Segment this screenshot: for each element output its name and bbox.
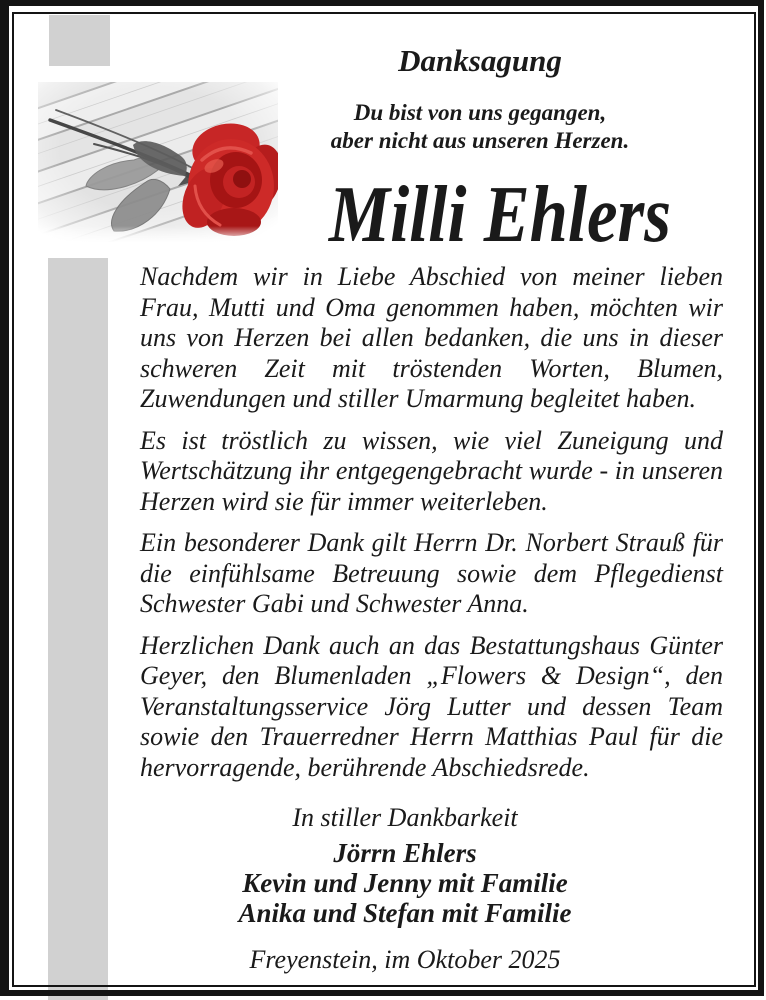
closing-block — [140, 804, 670, 974]
notice-type-title: Danksagung — [398, 43, 562, 78]
mourner-name-2: Kevin und Jenny mit Familie — [242, 868, 568, 898]
thanks-paragraph-4: Herzlichen Dank auch an das Bestattungshaus Günter Geyer, den Blumenladen „Flowers & Design“, den Veranstaltungsservice Jörg Lutter und dessen Team sowie den Trauerredner Herrn Matthias Paul für die hervorragende, berührende Abschiedsrede. — [140, 630, 723, 782]
thanks-paragraph-2: Es ist tröstlich zu wissen, wie viel Zuneigung und Wertschätzung ihr entgegengebracht wurde - in unseren Herzen wird sie für immer weiterleben. — [140, 425, 723, 516]
epigraph-line-1: Du bist von uns gegangen, — [353, 100, 607, 125]
epigraph — [270, 99, 690, 155]
place-date: Freyenstein, im Oktober 2025 — [249, 945, 561, 974]
deceased-name: Milli Ehlers — [328, 171, 672, 259]
thanks-paragraph-3: Ein besonderer Dank gilt Herrn Dr. Norbert Strauß für die einfühlsame Betreuung sowie dem Pflegedienst Schwester Gabi und Schwester Anna. — [140, 528, 723, 618]
rose-photo — [38, 82, 278, 242]
thanks-text — [140, 262, 723, 794]
epigraph-line-2: aber nicht aus unseren Herzen. — [330, 128, 630, 153]
gray-accent-bar — [48, 258, 108, 1000]
closing-lead: In stiller Dankbarkeit — [292, 803, 518, 832]
rose-photo-illustration — [38, 82, 278, 242]
mourner-name-1: Jörrn Ehlers — [333, 838, 477, 868]
gray-accent-square — [49, 15, 110, 66]
mourner-name-3: Anika und Stefan mit Familie — [238, 898, 572, 928]
thanks-paragraph-1: Nachdem wir in Liebe Abschied von meiner lieben Frau, Mutti und Oma genommen haben, möchten wir uns von Herzen bei allen bedanken, die uns in dieser schweren Zeit mit tröstenden Worten, Blumen, Zuwendungen und stiller Umarmung begleitet haben. — [140, 262, 723, 413]
